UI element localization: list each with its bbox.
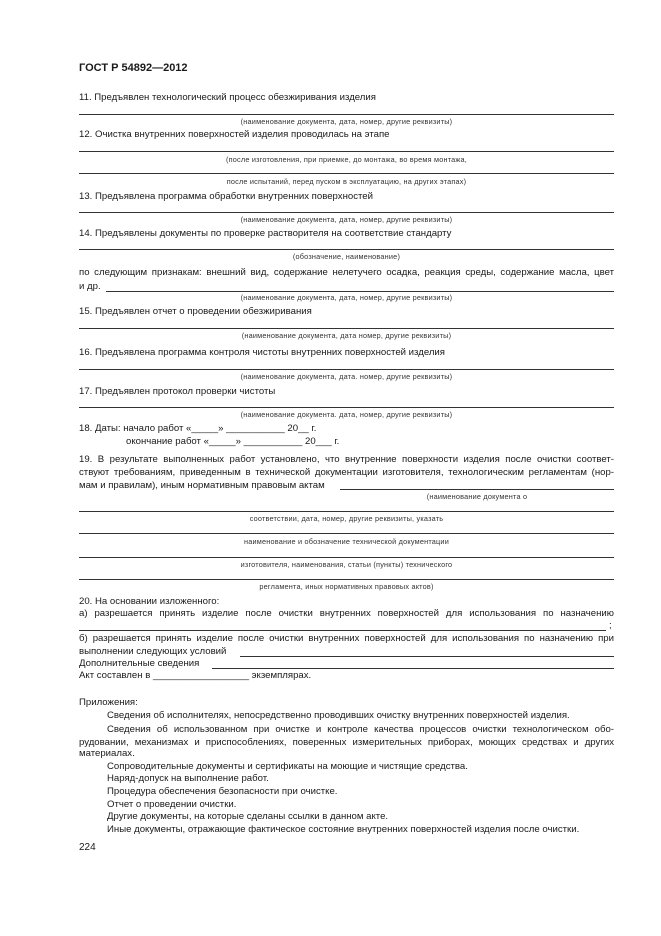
extra-info-label: Дополнительные сведения xyxy=(79,658,200,669)
caption: (обозначение, наименование) xyxy=(292,252,401,261)
appendix-item-cont: материалах. xyxy=(79,748,135,759)
fill-line xyxy=(340,489,614,490)
fill-line xyxy=(79,173,614,174)
fill-line xyxy=(79,114,614,115)
item-16: 16. Предъявлена программа контроля чистоты внутренних поверхностей изделия xyxy=(79,347,445,358)
item-14-continuation-end: и др. xyxy=(79,281,101,292)
fill-line xyxy=(212,668,614,669)
appendix-item-cont: рудовании, механизмах и приспособлениях, поверенных измерительных приборах, моющих средствах и других xyxy=(79,737,614,748)
item-20-a-end: ; xyxy=(609,620,612,631)
fill-line xyxy=(79,511,614,512)
item-19-line: мам и правилам), иным нормативным правовым актам xyxy=(79,480,325,491)
fill-line xyxy=(79,328,614,329)
fill-line xyxy=(79,533,614,534)
fill-line xyxy=(79,557,614,558)
fill-line xyxy=(79,579,614,580)
caption: (наименование документа, дата, номер, другие реквизиты) xyxy=(240,215,453,224)
fill-line xyxy=(79,407,614,408)
appendix-item: Наряд-допуск на выполнение работ. xyxy=(107,773,269,784)
item-17: 17. Предъявлен протокол проверки чистоты xyxy=(79,386,276,397)
item-19-line: ствуют требованиям, приведенным в технической документации изготовителя, технологическим регламентам (нор- xyxy=(79,467,614,478)
copies-line: Акт составлен в __________________ экземплярах. xyxy=(79,670,312,681)
item-20-b: б) разрешается принять изделие после очистки внутренних поверхностей для использования по назначению при xyxy=(79,633,614,644)
fill-line xyxy=(79,630,606,631)
caption: (наименование документа. дата, номер, другие реквизиты) xyxy=(240,410,453,419)
caption: регламента, иных нормативных правовых актов) xyxy=(259,582,434,591)
item-12: 12. Очистка внутренних поверхностей изделия проводилась на этапе xyxy=(79,129,390,140)
fill-line xyxy=(79,212,614,213)
caption: (наименование документа, дата номер, другие реквизиты) xyxy=(241,331,452,340)
caption: соответствии, дата, номер, другие реквизиты, указать xyxy=(249,514,444,523)
item-14: 14. Предъявлены документы по проверке растворителя на соответствие стандарту xyxy=(79,228,452,239)
caption: (наименование документа, дата. номер, другие реквизиты) xyxy=(240,372,453,381)
appendix-item: Иные документы, отражающие фактическое состояние внутренних поверхностей изделия после очистки. xyxy=(107,824,580,835)
document-header: ГОСТ Р 54892—2012 xyxy=(79,62,188,74)
caption: изготовителя, наименования, статьи (пункты) технического xyxy=(240,560,453,569)
item-15: 15. Предъявлен отчет о проведении обезжиривания xyxy=(79,306,312,317)
item-11: 11. Предъявлен технологический процесс обезжиривания изделия xyxy=(79,92,376,103)
fill-line xyxy=(79,369,614,370)
caption: (наименование документа о xyxy=(426,492,528,501)
appendix-title: Приложения: xyxy=(79,697,138,708)
item-13: 13. Предъявлена программа обработки внутренних поверхностей xyxy=(79,191,373,202)
appendix-item: Процедура обеспечения безопасности при очистке. xyxy=(107,786,338,797)
item-19-line: 19. В результате выполненных работ установлено, что внутренние поверхности изделия после очистки соответ- xyxy=(79,454,614,465)
caption: после испытаний, перед пуском в эксплуатацию, на других этапах) xyxy=(226,177,467,186)
item-18-start-date: 18. Даты: начало работ «_____» ___________ 20__ г. xyxy=(79,423,317,434)
item-20-a: а) разрешается принять изделие после очистки внутренних поверхностей для использования по назначению xyxy=(79,608,614,619)
item-20-b-cont: выполнении следующих условий xyxy=(79,646,227,657)
item-18-end-date: окончание работ «_____» ___________ 20___ г. xyxy=(126,436,340,447)
fill-line xyxy=(240,656,614,657)
page-number: 224 xyxy=(79,842,96,853)
appendix-item: Сопроводительные документы и сертификаты на моющие и чистящие средства. xyxy=(107,761,468,772)
appendix-item: Сведения об использованном при очистке и контроле качества процессов очистки технологическом обо- xyxy=(107,724,614,735)
fill-line xyxy=(79,151,614,152)
item-14-continuation: по следующим признакам: внешний вид, содержание нелетучего осадка, реакция среды, содержание масла, цвет xyxy=(79,267,614,278)
caption: (наименование документа, дата, номер, другие реквизиты) xyxy=(240,293,453,302)
caption: наименование и обозначение технической документации xyxy=(244,537,449,546)
item-20: 20. На основании изложенного: xyxy=(79,596,220,607)
fill-line xyxy=(106,291,614,292)
appendix-item: Отчет о проведении очистки. xyxy=(107,799,237,810)
fill-line xyxy=(79,249,614,250)
caption: (наименование документа, дата, номер, другие реквизиты) xyxy=(240,117,453,126)
caption: (после изготовления, при приемке, до монтажа, во время монтажа, xyxy=(226,155,467,164)
appendix-item: Сведения об исполнителях, непосредственно проводивших очистку внутренних поверхностей изделия. xyxy=(107,710,570,721)
appendix-item: Другие документы, на которые сделаны ссылки в данном акте. xyxy=(107,811,389,822)
